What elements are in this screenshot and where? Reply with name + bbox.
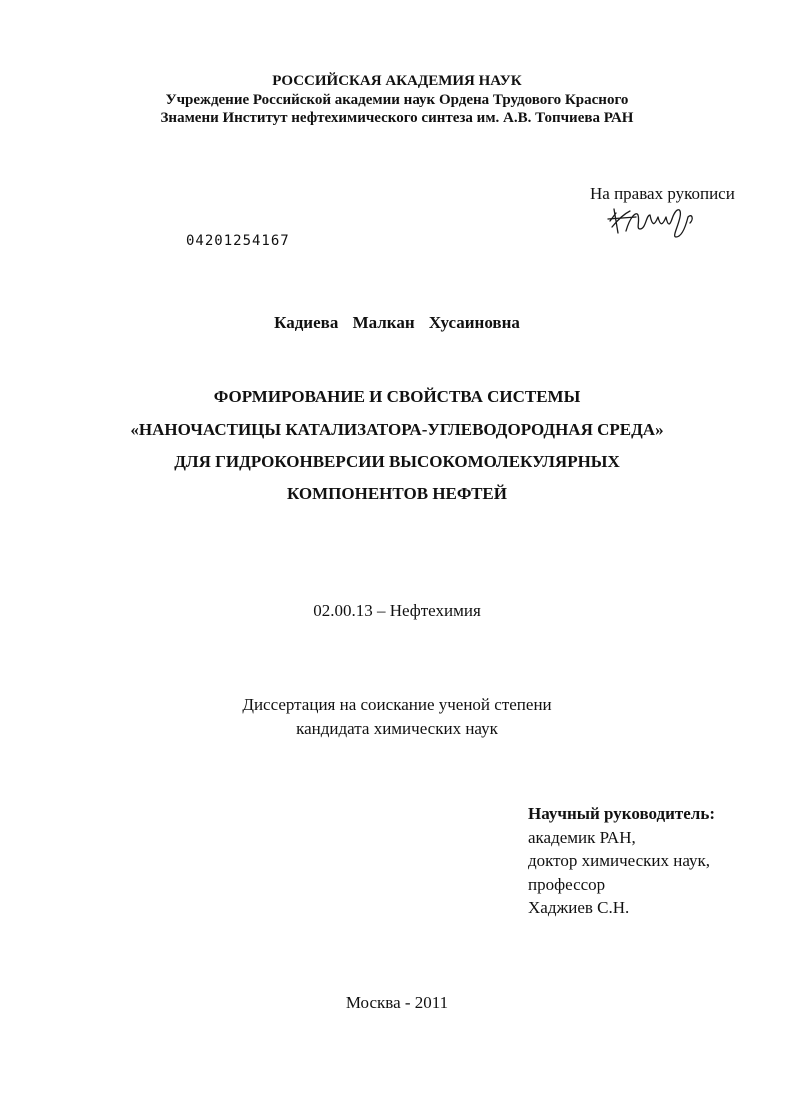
supervisor-detail: доктор химических наук, bbox=[528, 851, 711, 870]
institution-line-1: Учреждение Российской академии наук Ордена Трудового Красного bbox=[165, 92, 629, 108]
supervisor-heading: Научный руководитель: bbox=[528, 804, 715, 823]
institution-line-2: Знамени Институт нефтехимического синтеза им. А.В. Топчиева РАН bbox=[160, 110, 634, 126]
registry-number: 04201254167 bbox=[186, 233, 290, 249]
degree-line: Диссертация на соискание ученой степени bbox=[242, 695, 552, 714]
specialty-code: 02.00.13 – Нефтехимия bbox=[313, 601, 481, 620]
thesis-title-line: ДЛЯ ГИДРОКОНВЕРСИИ ВЫСОКОМОЛЕКУЛЯРНЫХ bbox=[174, 452, 620, 471]
supervisor-name: Хаджиев С.Н. bbox=[528, 898, 630, 917]
thesis-title-line: ФОРМИРОВАНИЕ И СВОЙСТВА СИСТЕМЫ bbox=[213, 387, 581, 406]
academy-name: РОССИЙСКАЯ АКАДЕМИЯ НАУК bbox=[272, 73, 522, 89]
thesis-title-line: «НАНОЧАСТИЦЫ КАТАЛИЗАТОРА-УГЛЕВОДОРОДНАЯ СРЕДА» bbox=[130, 420, 664, 439]
degree-line: кандидата химических наук bbox=[296, 719, 498, 738]
manuscript-rights-note: На правах рукописи bbox=[590, 184, 735, 203]
author-name: Кадиева Малкан Хусаиновна bbox=[274, 313, 520, 332]
supervisor-detail: профессор bbox=[528, 874, 606, 894]
city-year: Москва - 2011 bbox=[345, 993, 449, 1012]
supervisor-detail: академик РАН, bbox=[528, 827, 636, 847]
signature-icon bbox=[606, 203, 698, 241]
supervisor-block bbox=[528, 802, 715, 920]
thesis-title-line: КОМПОНЕНТОВ НЕФТЕЙ bbox=[287, 484, 507, 503]
